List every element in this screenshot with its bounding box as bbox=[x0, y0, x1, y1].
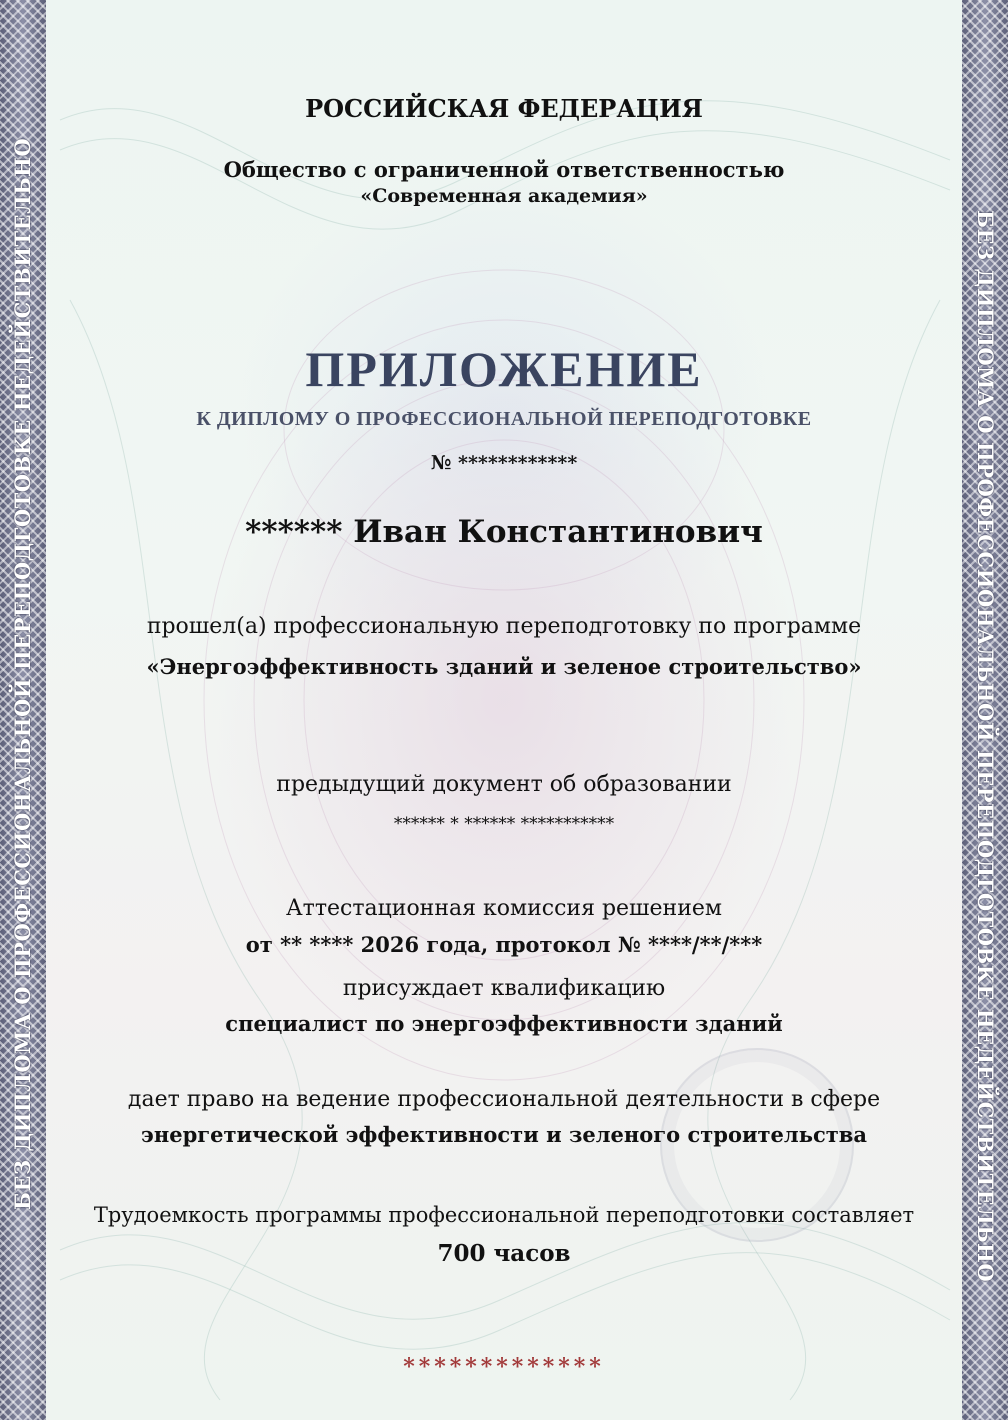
footer-serial-stars: ************* bbox=[403, 1354, 605, 1380]
previous-document-value: ****** * ****** *********** bbox=[393, 814, 615, 834]
awards-text: присуждает квалификацию bbox=[342, 976, 666, 1001]
document-subtitle: К ДИПЛОМУ О ПРОФЕССИОНАЛЬНОЙ ПЕРЕПОДГОТОВКЕ bbox=[196, 408, 812, 430]
organization-type: Общество с ограниченной ответственностью bbox=[223, 157, 785, 182]
country-heading: РОССИЙСКАЯ ФЕДЕРАЦИЯ bbox=[305, 94, 703, 123]
holder-full-name: ****** Иван Константинович bbox=[245, 514, 763, 550]
workload-label: Трудоемкость программы профессиональной переподготовки составляет bbox=[93, 1203, 915, 1227]
qualification: специалист по энергоэффективности зданий bbox=[225, 1011, 783, 1036]
left-security-border bbox=[0, 0, 46, 1420]
workload-hours: 700 часов bbox=[437, 1240, 571, 1267]
program-intro-text: прошел(а) профессиональную переподготовку по программе bbox=[146, 614, 862, 639]
right-border-text: БЕЗ ДИПЛОМА О ПРОФЕССИОНАЛЬНОЙ ПЕРЕПОДГОТОВКЕ НЕДЕЙСТВИТЕЛЬНО bbox=[973, 210, 998, 1283]
left-border-text: БЕЗ ДИПЛОМА О ПРОФЕССИОНАЛЬНОЙ ПЕРЕПОДГОТОВКЕ НЕДЕЙСТВИТЕЛЬНО bbox=[10, 137, 35, 1210]
commission-decision: от ** **** 2026 года, протокол № ****/**/*** bbox=[245, 932, 763, 957]
organization-name: «Современная академия» bbox=[360, 185, 648, 207]
commission-label: Аттестационная комиссия решением bbox=[286, 896, 722, 921]
document-number: № ************ bbox=[430, 452, 578, 474]
program-name: «Энергоэффективность зданий и зеленое строительство» bbox=[146, 654, 862, 679]
right-security-border bbox=[962, 0, 1008, 1420]
document-title: ПРИЛОЖЕНИЕ bbox=[305, 341, 703, 397]
rights-label: дает право на ведение профессиональной деятельности в сфере bbox=[127, 1087, 881, 1112]
previous-document-label: предыдущий документ об образовании bbox=[276, 772, 732, 797]
rights-sphere: энергетической эффективности и зеленого строительства bbox=[141, 1122, 867, 1147]
